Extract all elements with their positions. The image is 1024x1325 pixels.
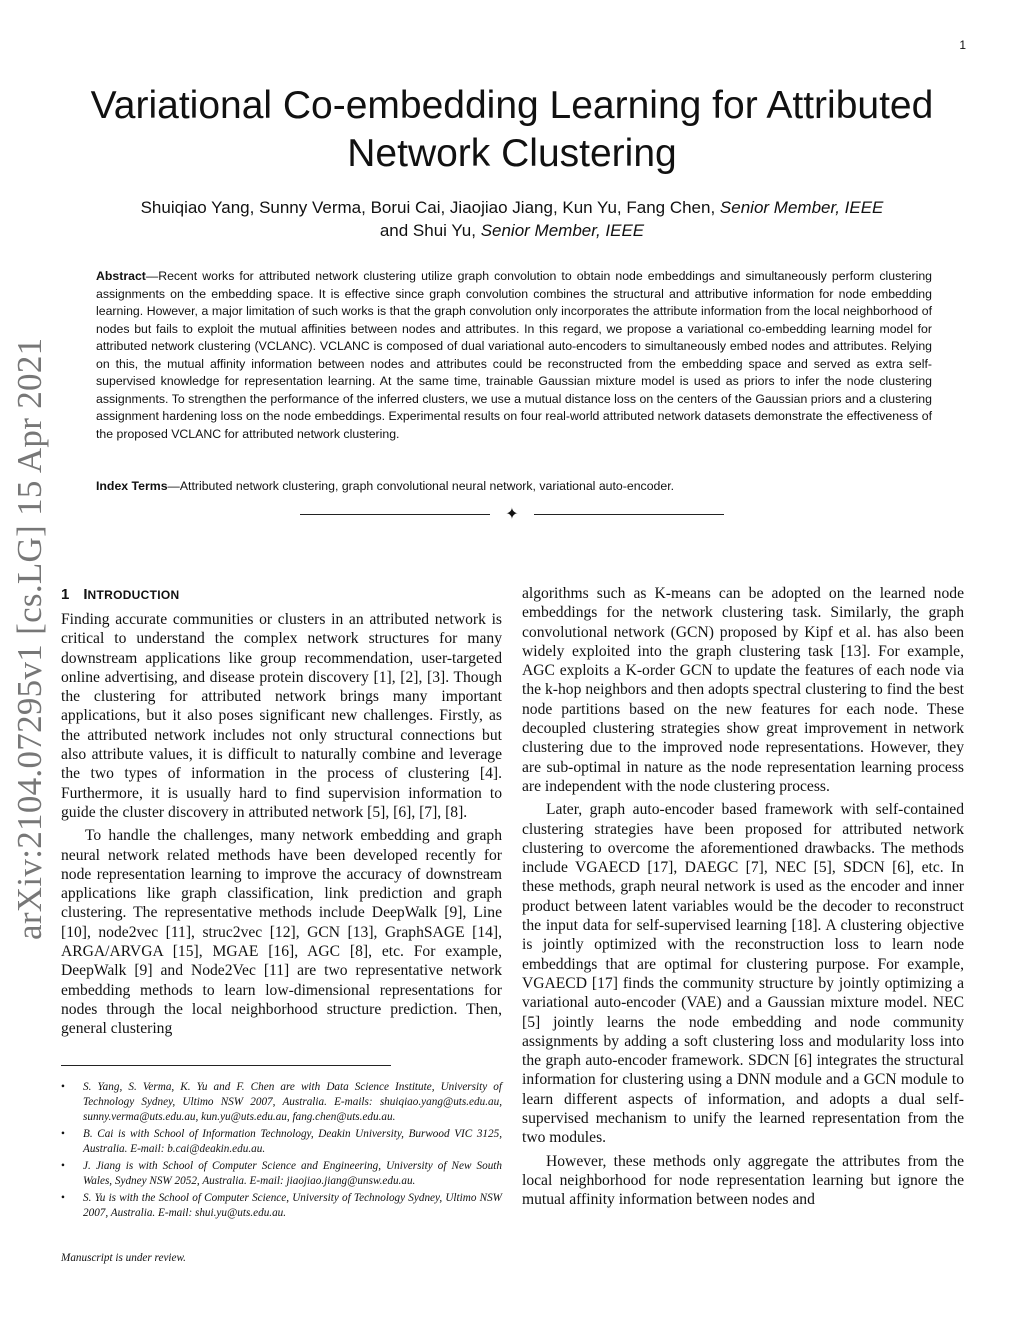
divider-ornament-icon: ✦ [505,504,519,523]
section-title-rest: NTRODUCTION [87,588,180,602]
divider-line-right [534,514,724,515]
footnote-text: S. Yu is with the School of Computer Science, University of Technology Sydney, Ultimo NSW 2007, Australia. E-mail: shui.yu@uts.edu.au. [83,1192,502,1219]
intro-paragraph-1: Finding accurate communities or clusters in an attributed network is critical to understand the complex network structures for many downstream applications like group recommendation, user-targeted online advertising, and disease protein discovery [1], [2], [3]. Though the clustering for attributed network brings many important applications, but it also poses significant new challenges. Firstly, as the attributed network includes not only structural connections but also attribute values, it is difficult to naturally combine and leverage the two types of information in the process of clustering [4]. Furthermore, it is usually hard to find supervision information to guide the cluster discovery in attributed network [5], [6], [7], [8]. [61,611,502,821]
abstract-label: Abstract [96,269,146,283]
author-list [90,196,934,242]
footnote-item [61,1080,502,1125]
bullet-icon: • [61,1128,65,1140]
index-terms-label: Index Terms [96,479,168,493]
right-column [522,584,964,1210]
index-terms-text: —Attributed network clustering, graph convolutional neural network, variational auto-encoder. [167,479,675,493]
intro-paragraph-2: To handle the challenges, many network embedding and graph neural network related methods have been developed recently for node representation learning to improve the accuracy of downstream applications like graph classification, link prediction and graph clustering. The representative methods include DeepWalk [9], Line [10], node2vec [11], struc2vec [12], GCN [13], GraphSAGE [14], ARGA/ARVGA [15], MGAE [16], AGC [8], etc. For example, DeepWalk [9] and Node2Vec [11] are two representative network embedding methods to learn low-dimensional representations for nodes through the local neighborhood structure prediction. Then, general clustering [61,827,502,1038]
bullet-icon: • [61,1081,65,1093]
footnote-rule [61,1065,391,1066]
paper-title: Variational Co-embedding Learning for Attributed Network Clustering [90,84,934,175]
manuscript-status-note: Manuscript is under review. [61,1252,186,1264]
section-divider [300,505,724,525]
footnote-item [61,1127,502,1157]
arxiv-identifier-stamp: arXiv:2104.07295v1 [cs.LG] 15 Apr 2021 [10,337,49,940]
section-number: 1 [61,586,70,603]
author-names-2: and Shui Yu, [379,221,481,240]
intro-paragraph-5: However, these methods only aggregate the attributes from the local neighborhood for node representation learning but ignore the mutual affinity information between nodes and [522,1152,964,1209]
footnote-text: B. Cai is with School of Information Technology, Deakin University, Burwood VIC 3125, Australia. E-mail: b.cai@deakin.edu.au. [83,1128,502,1155]
index-terms [96,478,932,496]
author-names-1: Shuiqiao Yang, Sunny Verma, Borui Cai, Jiaojiao Jiang, Kun Yu, Fang Chen, [140,198,720,217]
page-number: 1 [959,38,966,52]
left-column [61,584,502,1039]
footnote-text: S. Yang, S. Verma, K. Yu and F. Chen are with Data Science Institute, University of Technology Sydney, Ultimo NSW 2007, Australia. E-mails: shuiqiao.yang@uts.edu.au, sunny.verma@uts.edu.au, kun.yu@uts.edu.au, fang.chen@uts.edu.au. [83,1081,502,1123]
footnote-text: J. Jiang is with School of Computer Science and Engineering, University of New South Wales, Sydney NSW 2052, Australia. E-mail: jiaojiao.jiang@unsw.edu.au. [83,1160,502,1187]
section-title-initial: I [83,586,88,603]
author-line-1 [90,196,934,219]
abstract-text: —Recent works for attributed network clustering utilize graph convolution to obtain node embeddings and simultaneously perform clustering assignments on the embedding space. It is effective since graph convolution combines the structural and attributive information for node embedding learning. However, a major limitation of such works is that the graph convolution only incorporates the attribute information from the local neighborhood of nodes but fails to exploit the mutual affinities between nodes and attributes. In this regard, we propose a variational co-embedding learning model for attributed network clustering (VCLANC). VCLANC is composed of dual variational auto-encoders to simultaneously embed nodes and attributes. Relying on this, the mutual affinity information between nodes and attributes could be reconstructed from the embedding space and served as extra self-supervised knowledge for representation learning. At the same time, trainable Gaussian mixture model is used as priors to infer the node clustering assignments. To strengthen the performance of the inferred clusters, we use a mutual distance loss on the centers of the Gaussian priors and a clustering assignment hardening loss on the node embeddings. Experimental results on four real-world attributed network datasets demonstrate the effectiveness of the proposed VCLANC for attributed network clustering. [96,269,932,441]
author-line-2 [90,219,934,242]
author-affiliation-footnotes [61,1080,502,1223]
bullet-icon: • [61,1160,65,1172]
abstract [96,268,932,443]
section-heading-introduction [61,584,502,606]
footnote-item [61,1159,502,1189]
divider-line-left [300,514,490,515]
author-membership-1: Senior Member, IEEE [719,198,884,217]
bullet-icon: • [61,1192,65,1204]
intro-paragraph-4: Later, graph auto-encoder based framework with self-contained clustering strategies have been proposed for attributed network clustering to overcome the aforementioned drawbacks. The methods include VGAECD [17], DAEGC [7], NEC [5], SDCN [6], etc. In these methods, graph neural network is used as the encoder and inner product between latent variables would be the decoder to reconstruct the input data for self-supervised learning [18]. A clustering objective is jointly optimized with the reconstruction loss to learn node embeddings that are optimal for clustering purpose. For example, VGAECD [17] finds the community structure by jointly optimizing a variational auto-encoder (VAE) and a Gaussian mixture model. NEC [5] jointly learns the node embedding and node community assignments by adding a soft clustering loss and modularity loss into the graph auto-encoder framework. SDCN [6] integrates the structural information for clustering using a DNN module and a GCN module to learn different aspects of information, and adopts a dual self-supervised mechanism to unify the learned representation from the two modules. [522,801,964,1147]
footnote-item [61,1191,502,1221]
author-membership-2: Senior Member, IEEE [480,221,645,240]
intro-paragraph-3: algorithms such as K-means can be adopted on the learned node embeddings for the network clustering task. Similarly, the graph convolutional network (GCN) proposed by Kipf et al. has also been widely exploited into the graph clustering task [13]. For example, AGC exploits a K-order GCN to update the features of each node via the k-hop neighbors and then adopts spectral clustering to find the best node partitions based on the new features for each node. These decoupled clustering strategies show great improvement in network clustering due to the improved node representations. However, they are sub-optimal in nature as the node representation learning process are independent with the node clustering process. [522,585,964,795]
